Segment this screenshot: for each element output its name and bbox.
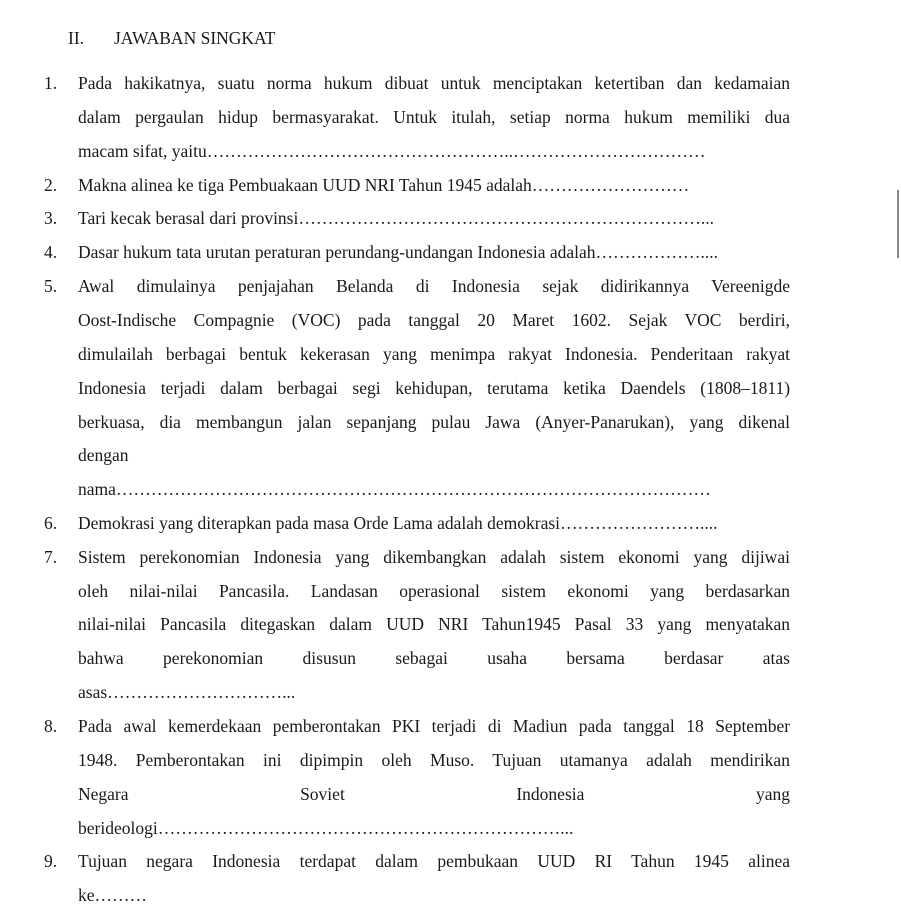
question-5-answer-blank[interactable]: nama………………………………………………………………………………………… [78,479,711,499]
word: Indonesia [516,784,585,804]
question-9-number: 9. [44,851,58,871]
question-7-answer-blank[interactable]: asas…………………………... [78,682,296,702]
question-3-answer-blank[interactable]: Tari kecak berasal dari provinsi……………………………………………………………... [78,208,714,228]
question-8-line-3 [78,783,790,805]
question-1-answer-blank[interactable]: macam sifat, yaitu……………………………………………..…………………………… [78,141,706,161]
question-5-line-6: dengan [78,445,129,465]
question-2-number: 2. [44,175,58,195]
section-roman-numeral: II. [68,28,85,48]
question-8-answer-blank[interactable]: berideologi……………………………………………………………... [78,818,574,838]
word: atas [762,648,790,668]
question-7-line-2: oleh nilai-nilai Pancasila. Landasan operasional sistem ekonomi yang berdasarkan [78,581,791,601]
question-4-number: 4. [44,242,58,262]
word: Soviet [300,784,345,804]
question-5-line-3: dimulailah berbagai bentuk kekerasan yang menimpa rakyat Indonesia. Penderitaan rakyat [78,344,790,364]
question-7-number: 7. [44,547,58,567]
question-3-number: 3. [44,208,58,228]
question-1-line-1: Pada hakikatnya, suatu norma hukum dibuat untuk menciptakan ketertiban dan kedamaian [78,73,791,93]
question-5-line-1: Awal dimulainya penjajahan Belanda di Indonesia sejak didirikannya Vereenigde [78,276,791,296]
question-6-number: 6. [44,513,58,533]
word: perekonomian [163,648,264,668]
question-8-line-1: Pada awal kemerdekaan pemberontakan PKI terjadi di Madiun pada tanggal 18 September [78,716,791,736]
question-7-line-3: nilai-nilai Pancasila ditegaskan dalam UUD NRI Tahun1945 Pasal 33 yang menyatakan [78,614,790,634]
question-2-answer-blank[interactable]: Makna alinea ke tiga Pembuakaan UUD NRI Tahun 1945 adalah……………………… [78,175,690,195]
word: sebagai [395,648,448,668]
question-8-line-2: 1948. Pemberontakan ini dipimpin oleh Muso. Tujuan utamanya adalah mendirikan [78,750,790,770]
word: bersama [566,648,625,668]
word: bahwa [78,648,124,668]
word: Negara [78,784,129,804]
word: usaha [487,648,528,668]
question-5-number: 5. [44,276,58,296]
word: berdasar [664,648,724,668]
question-5-line-4: Indonesia terjadi dalam berbagai segi kehidupan, terutama ketika Daendels (1808–1811) [78,378,791,398]
question-7-line-4 [78,647,790,669]
word: yang [755,784,790,804]
question-6-answer-blank[interactable]: Demokrasi yang diterapkan pada masa Orde Lama adalah demokrasi…………………….... [78,513,718,533]
page-edge-mark [897,190,899,258]
question-9-answer-blank[interactable]: ke……… [78,885,148,905]
question-1-line-2: dalam pergaulan hidup bermasyarakat. Untuk itulah, setiap norma hukum memiliki dua [78,107,791,127]
question-7-line-1: Sistem perekonomian Indonesia yang dikembangkan adalah sistem ekonomi yang dijiwai [78,547,790,567]
word: disusun [302,648,356,668]
question-9-line-1: Tujuan negara Indonesia terdapat dalam pembukaan UUD RI Tahun 1945 alinea [78,851,791,871]
section-title: JAWABAN SINGKAT [114,28,276,48]
question-8-number: 8. [44,716,58,736]
question-5-line-5: berkuasa, dia membangun jalan sepanjang pulau Jawa (Anyer-Panarukan), yang dikenal [78,412,790,432]
question-1-number: 1. [44,73,58,93]
question-5-line-2: Oost-Indische Compagnie (VOC) pada tanggal 20 Maret 1602. Sejak VOC berdiri, [78,310,790,330]
question-4-answer-blank[interactable]: Dasar hukum tata urutan peraturan perundang-undangan Indonesia adalah……………….... [78,242,719,262]
